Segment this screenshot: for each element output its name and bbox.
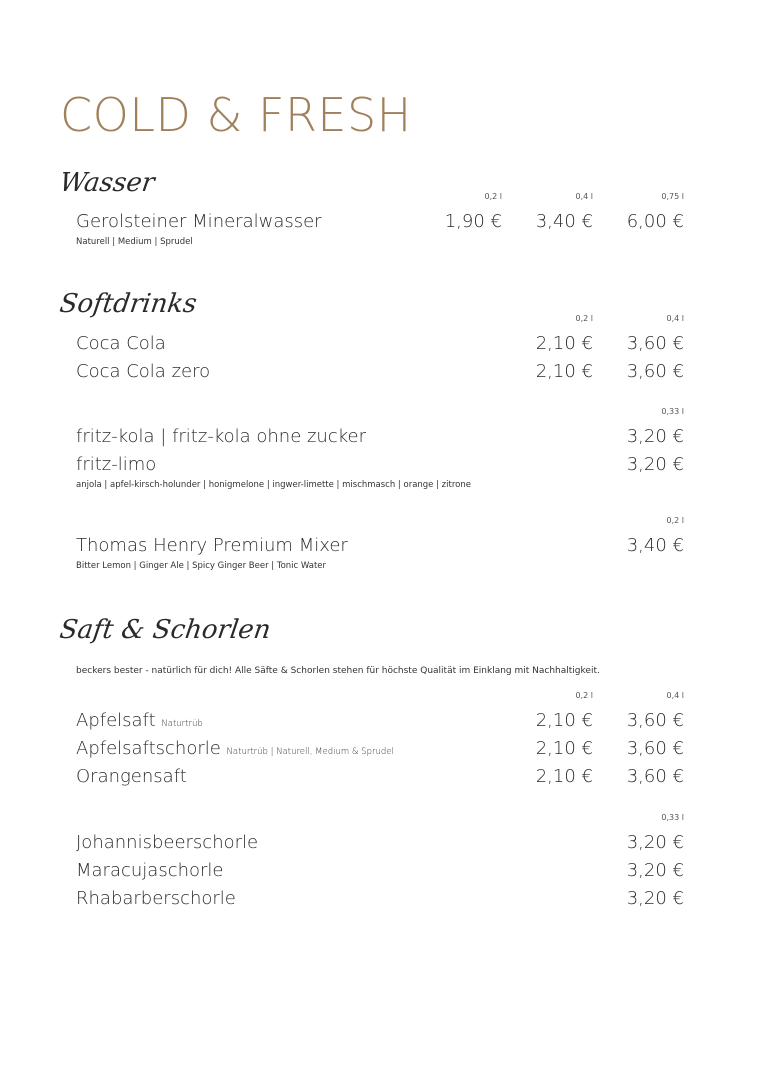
volume-label: 0,33 l: [661, 813, 684, 822]
menu-item-price: 2,10 €: [535, 738, 593, 759]
menu-item-name: Rhabarberschorle: [76, 888, 236, 909]
volume-label: 0,2 l: [666, 516, 684, 525]
volume-label: 0,4 l: [666, 691, 684, 700]
menu-item-price: 3,60 €: [626, 738, 684, 759]
volume-label: 0,4 l: [575, 192, 593, 201]
section-heading-saft-schorlen: Saft & Schorlen: [57, 615, 273, 645]
menu-item-price: 3,60 €: [626, 333, 684, 354]
menu-item-price: 3,60 €: [626, 361, 684, 382]
menu-item-price: 3,40 €: [535, 211, 593, 232]
menu-item-price: 6,00 €: [626, 211, 684, 232]
menu-item-subtext: Bitter Lemon | Ginger Ale | Spicy Ginger Beer | Tonic Water: [76, 561, 327, 571]
volume-label: 0,33 l: [661, 407, 684, 416]
menu-item-price: 3,20 €: [626, 454, 684, 475]
menu-item-note: Naturtrüb: [161, 719, 203, 729]
menu-item-name: Coca Cola: [76, 333, 166, 354]
menu-item-name: fritz-limo: [76, 454, 157, 475]
menu-item-name: fritz-kola | fritz-kola ohne zucker: [76, 426, 366, 447]
menu-item-price: 3,20 €: [626, 832, 684, 853]
volume-label: 0,4 l: [666, 314, 684, 323]
menu-item-price: 1,90 €: [444, 211, 502, 232]
section-intro: beckers bester - natürlich für dich! Alle Säfte & Schorlen stehen für höchste Qualität im Einklang mit Nachhaltigkeit.: [76, 666, 600, 676]
menu-item-name: Coca Cola zero: [76, 361, 211, 382]
menu-item-label: Apfelsaftschorle: [76, 738, 221, 759]
menu-item-name: [76, 712, 203, 730]
menu-item-price: 3,20 €: [626, 888, 684, 909]
menu-item-price: 2,10 €: [535, 710, 593, 731]
menu-item-price: 3,20 €: [626, 860, 684, 881]
menu-item-subtext: Naturell | Medium | Sprudel: [76, 237, 193, 247]
menu-item-name: Gerolsteiner Mineralwasser: [76, 211, 322, 232]
menu-item-price: 2,10 €: [535, 333, 593, 354]
menu-item-price: 3,60 €: [626, 766, 684, 787]
menu-item-price: 3,40 €: [626, 535, 684, 556]
volume-label: 0,2 l: [484, 192, 502, 201]
menu-item-name: Orangensaft: [76, 766, 187, 787]
section-heading-softdrinks: Softdrinks: [57, 289, 199, 319]
menu-item-name: Maracujaschorle: [76, 860, 224, 881]
page-title: COLD & FRESH: [60, 88, 412, 142]
menu-item-name: Johannisbeerschorle: [76, 832, 259, 853]
menu-item-note: Naturtrüb | Naturell, Medium & Sprudel: [226, 747, 394, 757]
menu-item-label: Apfelsaft: [76, 710, 156, 731]
volume-label: 0,2 l: [575, 314, 593, 323]
menu-item-price: 2,10 €: [535, 361, 593, 382]
menu-item-price: 3,60 €: [626, 710, 684, 731]
section-heading-wasser: Wasser: [57, 168, 157, 198]
volume-label: 0,2 l: [575, 691, 593, 700]
volume-label: 0,75 l: [661, 192, 684, 201]
menu-item-name: Thomas Henry Premium Mixer: [76, 535, 348, 556]
menu-item-price: 3,20 €: [626, 426, 684, 447]
menu-item-name: [76, 740, 394, 758]
menu-item-price: 2,10 €: [535, 766, 593, 787]
menu-item-subtext: anjola | apfel-kirsch-holunder | honigmelone | ingwer-limette | mischmasch | orange | zitrone: [76, 480, 471, 490]
